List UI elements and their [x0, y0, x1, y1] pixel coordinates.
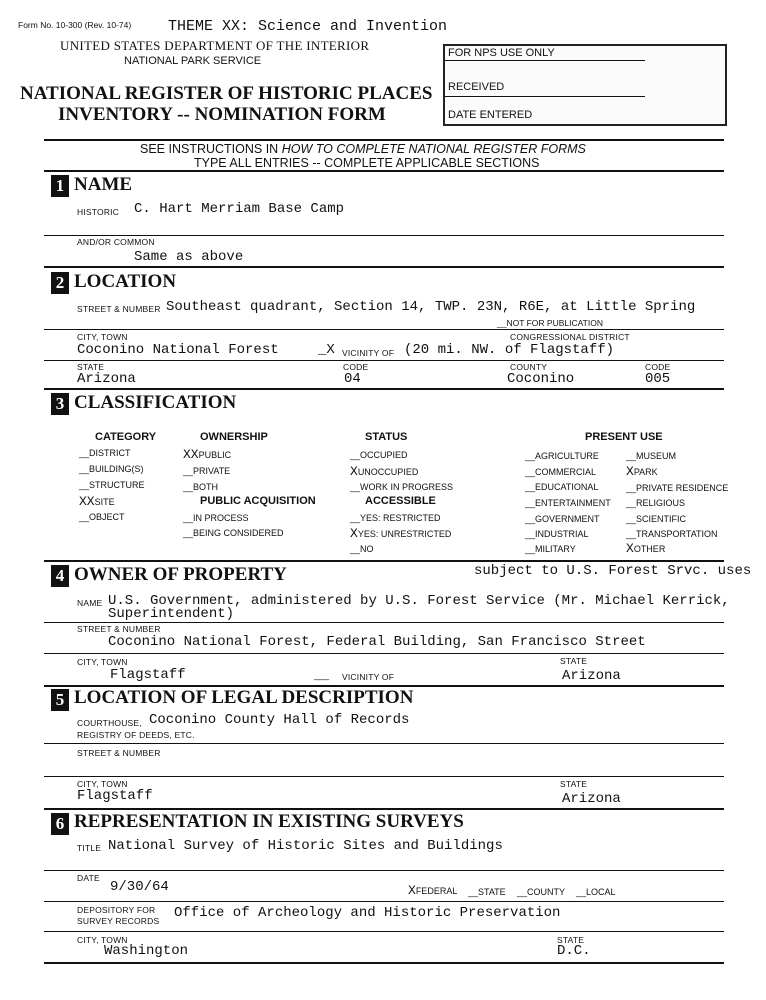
use-educational: __EDUCATIONAL	[525, 482, 599, 492]
ownership-both: __BOTH	[183, 482, 219, 492]
status-work-in-progress: __WORK IN PROGRESS	[350, 482, 454, 492]
section-6-title: REPRESENTATION IN EXISTING SURVEYS	[74, 811, 464, 832]
status-header: STATUS	[365, 431, 408, 443]
use-commercial: __COMMERCIAL	[525, 467, 597, 477]
category-header: CATEGORY	[95, 431, 157, 443]
accessible-unrestricted: XYES: UNRESTRICTED	[350, 526, 452, 541]
owner-street-value: Coconino National Forest, Federal Building, San Francisco Street	[108, 634, 646, 650]
historic-name: C. Hart Merriam Base Camp	[134, 201, 345, 217]
department: UNITED STATES DEPARTMENT OF THE INTERIOR	[60, 38, 370, 53]
code-label: CODE	[343, 362, 369, 372]
owner-street-label: STREET & NUMBER	[77, 624, 161, 634]
acquisition-being-considered: __BEING CONSIDERED	[183, 528, 284, 538]
section-2-title: LOCATION	[74, 271, 177, 292]
survey-title-label: TITLE	[77, 843, 102, 853]
section-5-number: 5	[51, 689, 69, 711]
use-government: __GOVERNMENT	[525, 514, 600, 524]
section-5-title: LOCATION OF LEGAL DESCRIPTION	[74, 687, 414, 708]
vicinity-value: (20 mi. NW. of Flagstaff)	[404, 342, 615, 358]
depository-city-label: CITY, TOWN	[77, 935, 128, 945]
ownership-public: XXPUBLIC	[183, 447, 232, 462]
legal-state-value: Arizona	[562, 791, 621, 807]
section-1-number: 1	[51, 175, 69, 197]
present-use-header: PRESENT USE	[585, 431, 663, 443]
use-scientific: __SCIENTIFIC	[626, 514, 687, 524]
survey-date-label: DATE	[77, 873, 100, 883]
received-label: RECEIVED	[448, 81, 505, 93]
service: NATIONAL PARK SERVICE	[124, 55, 262, 67]
section-4-number: 4	[51, 565, 69, 587]
depository-value: Office of Archeology and Historic Preservation	[174, 905, 561, 921]
street-value: Southeast quadrant, Section 14, TWP. 23N, R6E, at Little Spring	[166, 299, 696, 315]
owner-name-label: NAME	[77, 598, 103, 608]
category-district: __DISTRICT	[79, 448, 131, 458]
vicinity-label: VICINITY OF	[342, 348, 395, 358]
use-military: __MILITARY	[525, 544, 576, 554]
county-label: COUNTY	[510, 362, 548, 372]
county-value: Coconino	[507, 371, 575, 387]
accessible-restricted: __YES: RESTRICTED	[350, 513, 441, 523]
use-private-residence: __PRIVATE RESIDENCE	[626, 483, 729, 493]
nps-use-only: FOR NPS USE ONLY	[448, 47, 555, 59]
use-transportation: __TRANSPORTATION	[626, 529, 718, 539]
category-site: XXSITE	[79, 494, 115, 509]
owner-name-line1: U.S. Government, administered by U.S. Forest Service (Mr. Michael Kerrick,	[108, 593, 730, 609]
county-code-value: 005	[645, 371, 671, 387]
owner-vicinity-label: VICINITY OF	[342, 672, 395, 682]
state-value: Arizona	[77, 371, 136, 387]
section-6-number: 6	[51, 813, 69, 835]
common-name: Same as above	[134, 249, 244, 265]
section-2-number: 2	[51, 272, 69, 294]
legal-city-value: Flagstaff	[77, 788, 153, 804]
owner-city-label: CITY, TOWN	[77, 657, 128, 667]
section-3-title: CLASSIFICATION	[74, 392, 237, 413]
not-for-publication: __NOT FOR PUBLICATION	[497, 318, 603, 328]
acquisition-in-process: __IN PROCESS	[183, 513, 249, 523]
section-3-number: 3	[51, 393, 69, 415]
public-acquisition-header: PUBLIC ACQUISITION	[200, 495, 316, 507]
owner-state-value: Arizona	[562, 668, 621, 684]
code-value: 04	[344, 371, 361, 387]
city-label: CITY, TOWN	[77, 332, 128, 342]
form-number: Form No. 10-300 (Rev. 10-74)	[18, 20, 132, 30]
level-local: __LOCAL	[576, 887, 616, 897]
instructions-line2: TYPE ALL ENTRIES -- COMPLETE APPLICABLE SECTIONS	[194, 156, 540, 170]
legal-state-label: STATE	[560, 779, 588, 789]
use-agriculture: __AGRICULTURE	[525, 451, 599, 461]
depository-state-value: D.C.	[557, 943, 591, 959]
section-1-title: NAME	[74, 174, 133, 195]
category-buildings: __BUILDING(S)	[79, 464, 144, 474]
survey-title-value: National Survey of Historic Sites and Buildings	[108, 838, 503, 854]
status-unoccupied: XUNOCCUPIED	[350, 464, 419, 479]
city-value: Coconino National Forest	[77, 342, 279, 358]
courthouse-value: Coconino County Hall of Records	[149, 712, 410, 728]
historic-label: HISTORIC	[77, 207, 120, 217]
use-park: XPARK	[626, 464, 658, 479]
level-state: __STATE	[468, 887, 506, 897]
owner-city-value: Flagstaff	[110, 667, 186, 683]
common-label: AND/OR COMMON	[77, 237, 155, 247]
depository-city-value: Washington	[104, 943, 189, 959]
depository-label-2: SURVEY RECORDS	[77, 916, 160, 926]
accessible-no: __NO	[350, 544, 374, 554]
owner-vicinity-mark: ___	[314, 670, 330, 680]
legal-city-label: CITY, TOWN	[77, 779, 128, 789]
ownership-private: __PRIVATE	[183, 466, 231, 476]
accessible-header: ACCESSIBLE	[365, 495, 436, 507]
survey-date-value: 9/30/64	[110, 879, 169, 895]
category-object: __OBJECT	[79, 512, 125, 522]
category-structure: __STRUCTURE	[79, 480, 145, 490]
registry-label: REGISTRY OF DEEDS, ETC.	[77, 730, 195, 740]
use-industrial: __INDUSTRIAL	[525, 529, 589, 539]
owner-name-line2: Superintendent)	[108, 606, 235, 622]
depository-state-label: STATE	[557, 935, 585, 945]
nps-use-box	[443, 44, 727, 126]
county-code-label: CODE	[645, 362, 671, 372]
instructions-line1: SEE INSTRUCTIONS IN HOW TO COMPLETE NATIONAL REGISTER FORMS	[140, 142, 586, 156]
use-other: XOTHER	[626, 541, 666, 556]
use-religious: __RELIGIOUS	[626, 498, 686, 508]
section-4-title: OWNER OF PROPERTY	[74, 564, 287, 585]
owner-note: subject to U.S. Forest Srvc. uses	[474, 563, 752, 579]
owner-state-label: STATE	[560, 656, 588, 666]
theme-line: THEME XX: Science and Invention	[168, 18, 448, 35]
state-label: STATE	[77, 362, 105, 372]
level-federal: XFEDERAL	[408, 883, 458, 898]
level-county: __COUNTY	[517, 887, 566, 897]
legal-street-label: STREET & NUMBER	[77, 748, 161, 758]
use-entertainment: __ENTERTAINMENT	[525, 498, 611, 508]
vicinity-mark: _X	[318, 342, 335, 358]
date-entered-label: DATE ENTERED	[448, 109, 533, 121]
form-title-line1: NATIONAL REGISTER OF HISTORIC PLACES	[20, 83, 433, 104]
use-museum: __MUSEUM	[626, 451, 677, 461]
status-occupied: __OCCUPIED	[350, 450, 408, 460]
street-label: STREET & NUMBER	[77, 304, 161, 314]
form-title-line2: INVENTORY -- NOMINATION FORM	[58, 104, 386, 125]
ownership-header: OWNERSHIP	[200, 431, 268, 443]
courthouse-label: COURTHOUSE,	[77, 718, 142, 728]
depository-label-1: DEPOSITORY FOR	[77, 905, 156, 915]
congressional-label: CONGRESSIONAL DISTRICT	[510, 332, 630, 342]
